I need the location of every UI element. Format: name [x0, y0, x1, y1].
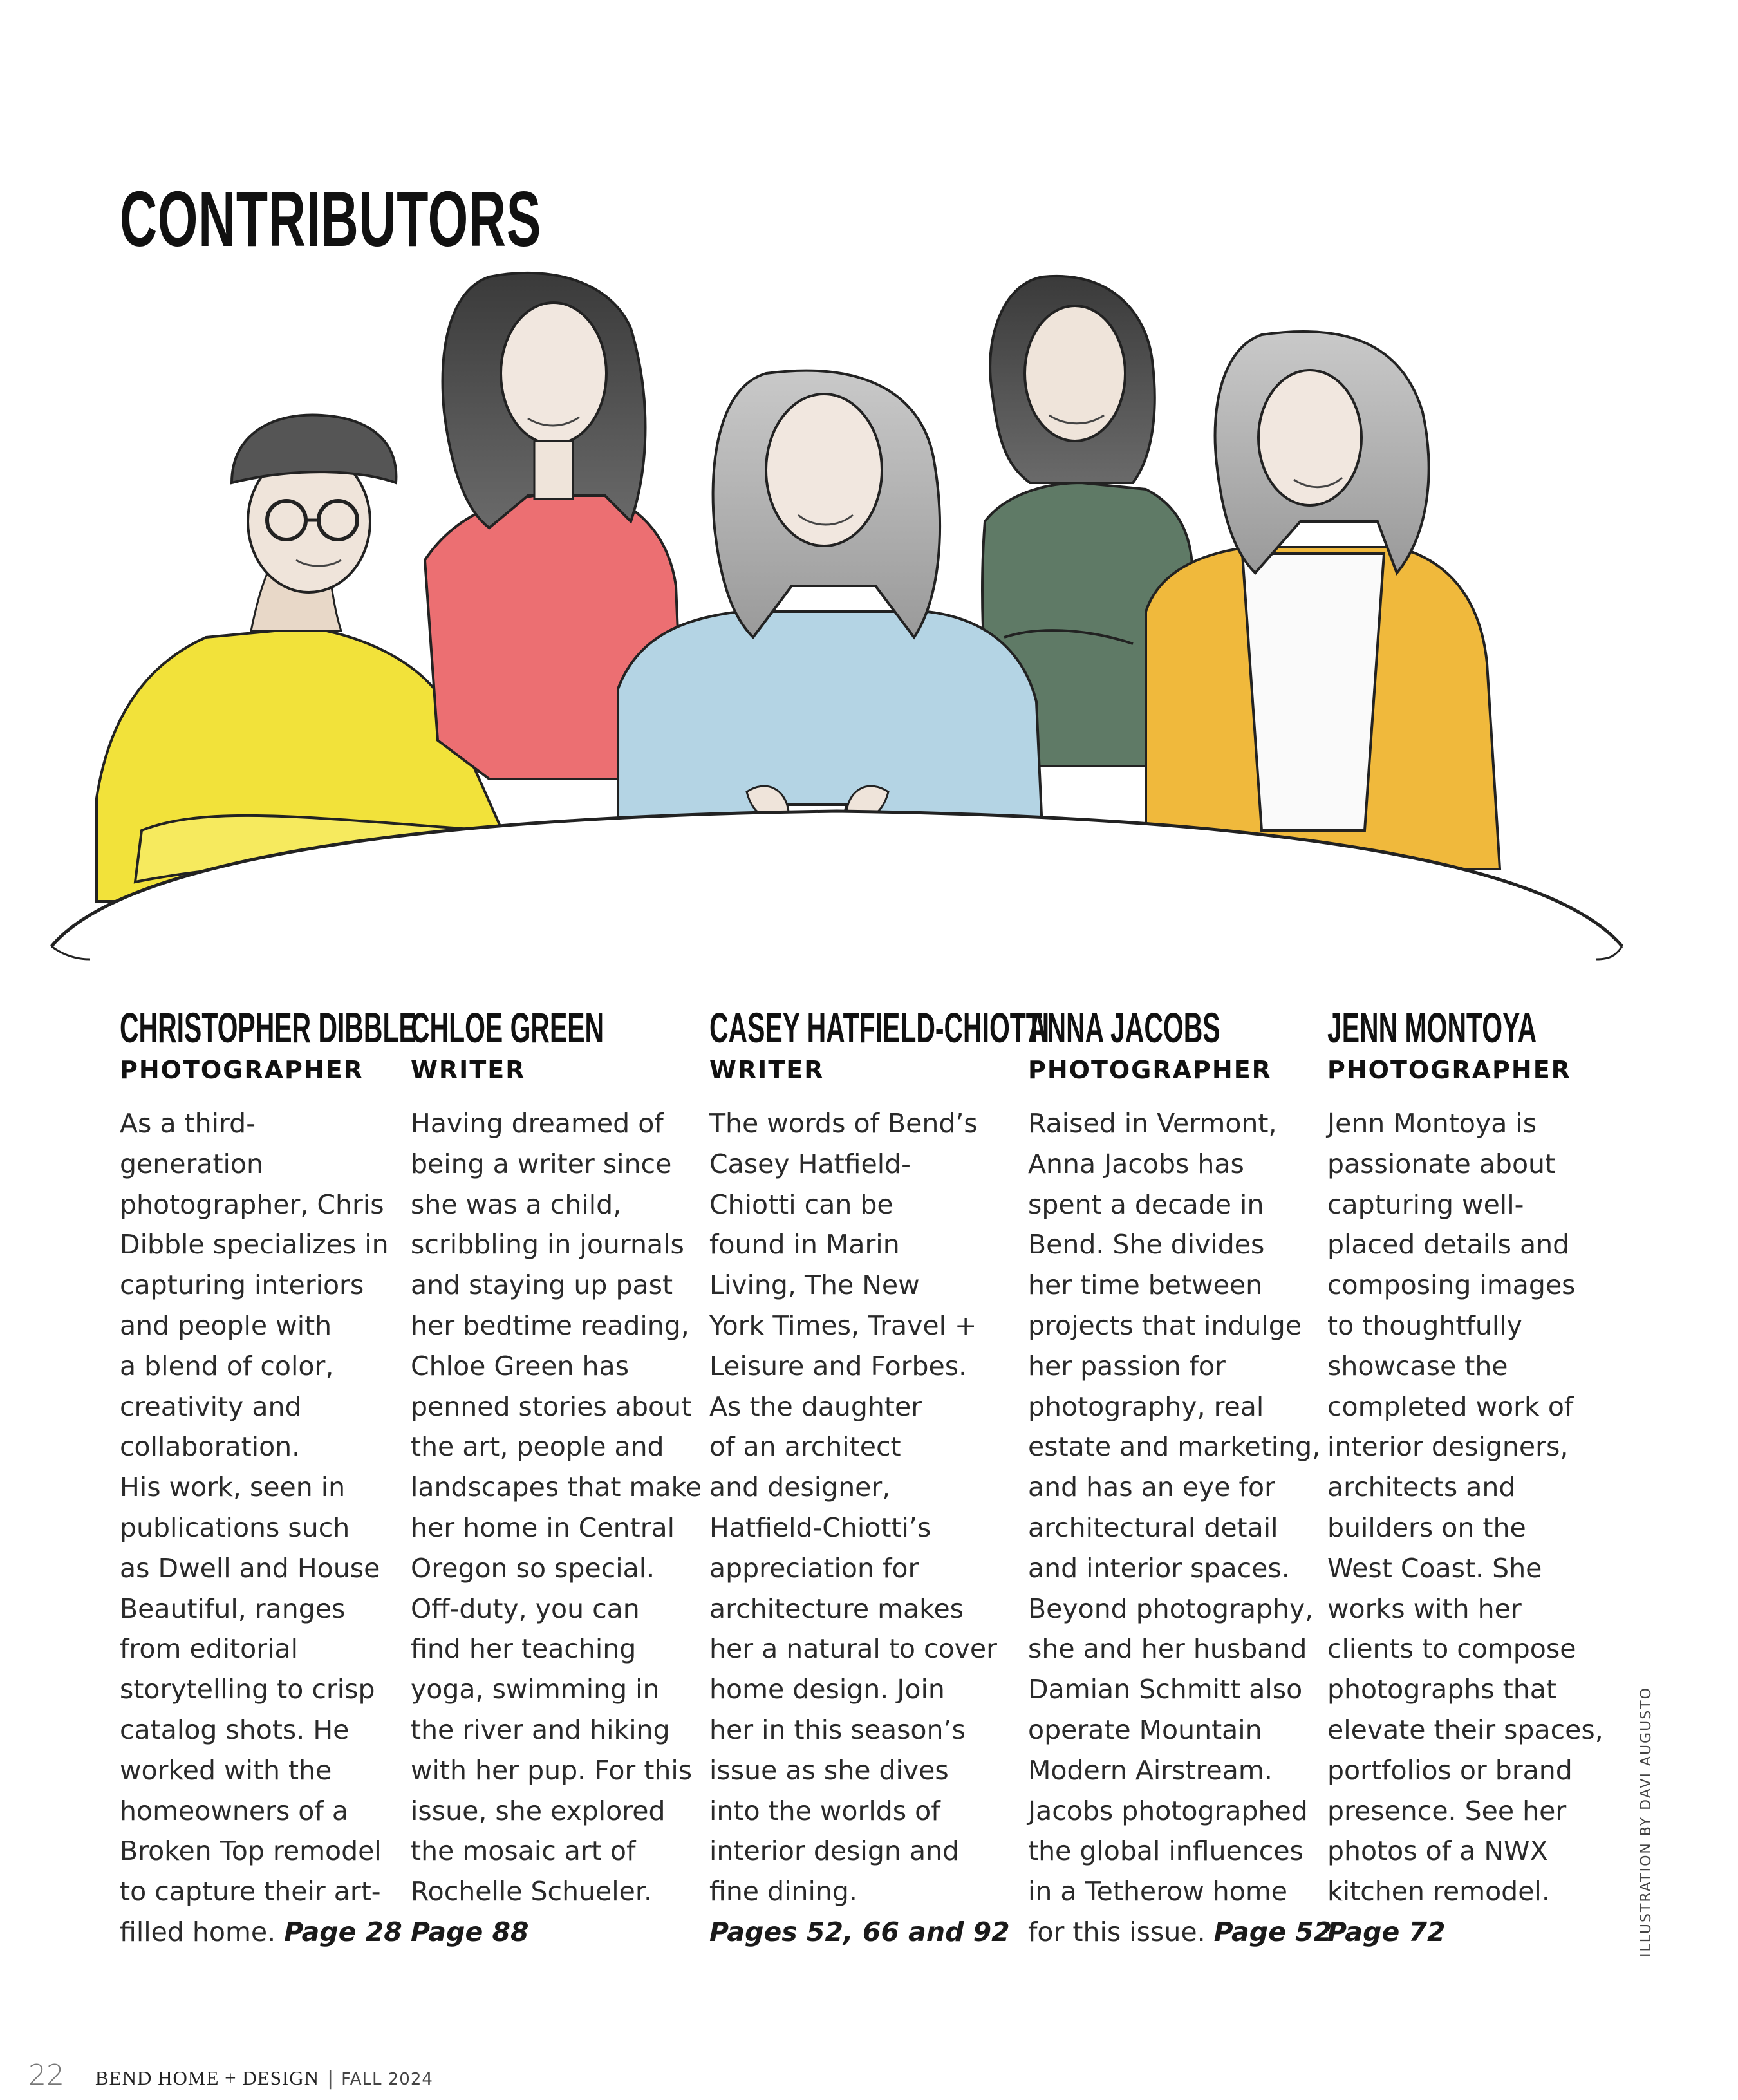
contributor-name: JENN MONTOYA: [1327, 1004, 1537, 1051]
page-footer: [28, 2059, 433, 2097]
contributors-illustration: [39, 251, 1635, 966]
contributor-jenn-montoya: [1327, 1004, 1611, 1953]
figure-jenn: [1146, 332, 1500, 869]
contributor-name: ANNA JACOBS: [1028, 1004, 1220, 1051]
contributor-role: WRITER: [709, 1056, 825, 1084]
magazine-name: BEND HOME + DESIGN: [95, 2067, 320, 2089]
contributor-name: CHLOE GREEN: [411, 1004, 604, 1051]
contributor-role: PHOTOGRAPHER: [1028, 1056, 1272, 1084]
contributor-bio: The words of Bend’s Casey Hatfield- Chiotti can be found in Marin Living, The New York Times, Travel + Leisure and Forbes. As the daughter of an architect and designer, Hatfield-Chiotti’s appreciation for architecture makes her a natural to cover home design. Join her in this season’s issue as she dives into the worlds of interior design and fine dining. Pages 52, 66 and 92: [709, 1108, 1010, 1947]
contributor-role: PHOTOGRAPHER: [1327, 1056, 1571, 1084]
contributors-columns: [0, 1004, 1738, 1970]
illustration-credit: ILLUSTRATION BY DAVI AUGUSTO: [1638, 1687, 1654, 1957]
issue-label: FALL 2024: [341, 2070, 433, 2089]
contributor-bio: Raised in Vermont, Anna Jacobs has spent a decade in Bend. She divides her time between projects that indulge her passion for photography, real estate and marketing, and has an eye for architectural detail and interior spaces. Beyond photography, she and her husband Damian Schmitt also operate Mountain Modern Airstream. Jacobs photographed the global influences in a Tetherow home for this issue. Page 52: [1028, 1108, 1332, 1947]
page-reference: Page 28: [284, 1916, 402, 1947]
contributor-anna-jacobs: [1028, 1004, 1332, 1953]
contributor-name: CASEY HATFIELD-CHIOTTI: [709, 1004, 1050, 1051]
footer-separator: |: [327, 2067, 334, 2090]
page-reference: Page 72: [1327, 1916, 1446, 1947]
contributor-role: WRITER: [411, 1056, 526, 1084]
contributor-name: CHRISTOPHER DIBBLE: [120, 1004, 416, 1051]
contributor-bio: As a third- generation photographer, Chris Dibble specializes in capturing interiors and people with a blend of color, creativity and collaboration. His work, seen in publications such as Dwell and House Beautiful, ranges from editorial storytelling to crisp catalog shots. He worked with the homeowners of a Broken Top remodel to capture their art- filled home. Page 28: [120, 1108, 402, 1947]
page-number: 22: [28, 2059, 64, 2092]
page-reference: Page 52: [1213, 1916, 1332, 1947]
contributor-role: PHOTOGRAPHER: [120, 1056, 364, 1084]
contributor-casey-hatfield-chiotti: [709, 1004, 1050, 1953]
page-title: CONTRIBUTORS: [120, 175, 542, 263]
contributor-chloe-green: [411, 1004, 702, 1953]
contributor-bio: Having dreamed of being a writer since she was a child, scribbling in journals and staying up past her bedtime reading, Chloe Green has penned stories about the art, people and landscapes that make her home in Central Oregon so special. Off-duty, you can find her teaching yoga, swimming in the river and hiking with her pup. For this issue, she explored the mosaic art of Rochelle Schueler. Page 88: [411, 1108, 702, 1947]
figure-casey: [618, 371, 1043, 843]
contributor-bio: Jenn Montoya is passionate about capturing well- placed details and composing images to thoughtfully showcase the completed work of interior designers, architects and builders on the West Coast. She works with her clients to compose photographs that elevate their spaces, portfolios or brand presence. See her photos of a NWX kitchen remodel. Page 72: [1327, 1108, 1603, 1947]
page-reference: Page 88: [411, 1916, 529, 1947]
page-reference: Pages 52, 66 and 92: [709, 1916, 1010, 1947]
contributor-christopher-dibble: [120, 1004, 416, 1953]
